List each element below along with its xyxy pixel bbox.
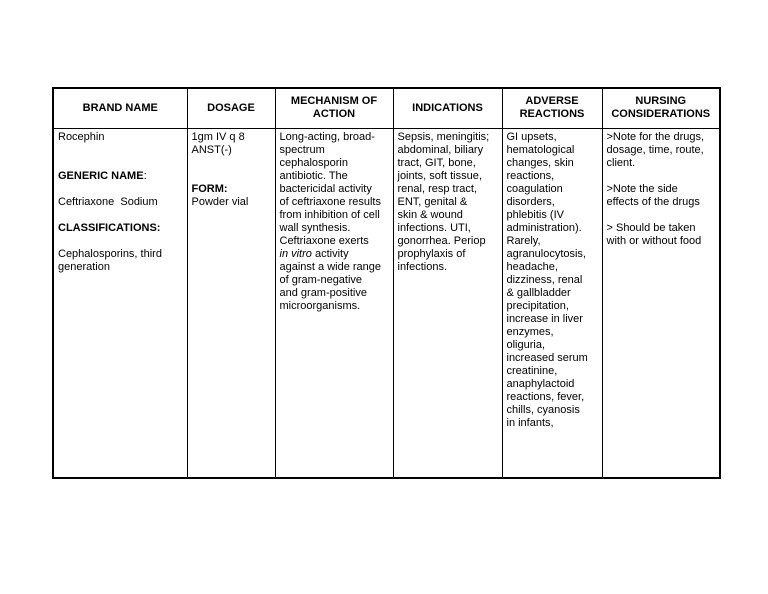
adverse-line: changes, skin: [506, 156, 574, 169]
nursing-line: with or without food: [606, 234, 702, 247]
mechanism-line: against a wide range: [279, 260, 382, 273]
mechanism-line: of gram-negative: [279, 273, 363, 286]
adverse-line: oliguria,: [506, 338, 546, 351]
nursing-line: effects of the drugs: [606, 195, 700, 208]
mechanism-line: antibiotic. The: [279, 169, 348, 182]
adverse-line: increased serum: [506, 351, 588, 364]
adverse-line: hematological: [506, 143, 575, 156]
adverse-line: phlebitis (IV: [506, 208, 564, 221]
classification-line-1: Cephalosporins, third: [58, 247, 162, 260]
mechanism-line: microorganisms.: [279, 299, 361, 312]
mechanism-line: Long-acting, broad-: [279, 130, 375, 143]
adverse-line: anaphylactoid: [506, 377, 575, 390]
nursing-line: > Should be taken: [606, 221, 696, 234]
brand-name: Rocephin: [58, 130, 105, 143]
adverse-line: in infants,: [506, 416, 554, 429]
indications-line: prophylaxis of: [397, 247, 466, 260]
table-row: [53, 128, 720, 478]
indications-line: gonorrhea. Periop: [397, 234, 486, 247]
brand-cell: [53, 128, 187, 478]
indications-line: tract, GIT, bone,: [397, 156, 476, 169]
header-indications: INDICATIONS: [393, 88, 502, 128]
classifications-label: CLASSIFICATIONS:: [58, 221, 161, 234]
header-row: [53, 88, 720, 128]
adverse-line: reactions, fever,: [506, 390, 585, 403]
indications-line: renal, resp tract,: [397, 182, 477, 195]
adverse-line: precipitation,: [506, 299, 569, 312]
form-value: Powder vial: [191, 195, 249, 208]
nursing-line: >Note for the drugs,: [606, 130, 705, 143]
adverse-line: reactions,: [506, 169, 555, 182]
mechanism-italic-line: in vitro activity: [279, 247, 349, 260]
generic-name-label: GENERIC NAME: [58, 169, 144, 182]
nursing-line: >Note the side: [606, 182, 678, 195]
adverse-line: headache,: [506, 260, 558, 273]
nursing-line: dosage, time, route,: [606, 143, 704, 156]
adverse-line: chills, cyanosis: [506, 403, 580, 416]
adverse-line: & gallbladder: [506, 286, 571, 299]
adverse-line: dizziness, renal: [506, 273, 583, 286]
dosage-line-1: 1gm IV q 8: [191, 130, 245, 143]
header-adverse-reactions: ADVERSE REACTIONS: [502, 88, 602, 128]
indications-line: infections.: [397, 260, 448, 273]
header-brand-name: BRAND NAME: [53, 88, 187, 128]
classification-line-2: generation: [58, 260, 110, 273]
mechanism-line: cephalosporin: [279, 156, 348, 169]
nursing-considerations-cell: [602, 128, 720, 478]
header-dosage: DOSAGE: [187, 88, 275, 128]
mechanism-line: from inhibition of cell: [279, 208, 380, 221]
dosage-cell: [187, 128, 275, 478]
mechanism-cell: [275, 128, 393, 478]
adverse-line: GI upsets,: [506, 130, 557, 143]
adverse-line: creatinine,: [506, 364, 558, 377]
mechanism-line: bactericidal activity: [279, 182, 372, 195]
indications-line: Sepsis, meningitis;: [397, 130, 490, 143]
mechanism-line: and gram-positive: [279, 286, 367, 299]
adverse-line: disorders,: [506, 195, 555, 208]
drug-table: [52, 87, 721, 479]
dosage-line-2: ANST(-): [191, 143, 232, 156]
adverse-line: increase in liver: [506, 312, 583, 325]
generic-name-value: Ceftriaxone Sodium: [58, 195, 158, 208]
generic-name-line: GENERIC NAME:: [58, 169, 147, 182]
indications-line: infections. UTI,: [397, 221, 471, 234]
header-nursing-considerations: NURSING CONSIDERATIONS: [602, 88, 720, 128]
indications-line: abdominal, biliary: [397, 143, 484, 156]
adverse-line: enzymes,: [506, 325, 554, 338]
adverse-line: administration).: [506, 221, 582, 234]
mechanism-line: Ceftriaxone exerts: [279, 234, 369, 247]
adverse-line: coagulation: [506, 182, 563, 195]
form-label: FORM:: [191, 182, 228, 195]
nursing-line: client.: [606, 156, 636, 169]
mechanism-line: wall synthesis.: [279, 221, 351, 234]
adverse-reactions-cell: [502, 128, 602, 478]
indications-cell: [393, 128, 502, 478]
indications-line: skin & wound: [397, 208, 463, 221]
in-vitro-text: in vitro: [279, 247, 312, 260]
mechanism-line: of ceftriaxone results: [279, 195, 381, 208]
adverse-line: Rarely,: [506, 234, 541, 247]
header-mechanism: MECHANISM OF ACTION: [275, 88, 393, 128]
adverse-line: agranulocytosis,: [506, 247, 586, 260]
mechanism-line: spectrum: [279, 143, 325, 156]
indications-line: ENT, genital &: [397, 195, 468, 208]
indications-line: joints, soft tissue,: [397, 169, 482, 182]
